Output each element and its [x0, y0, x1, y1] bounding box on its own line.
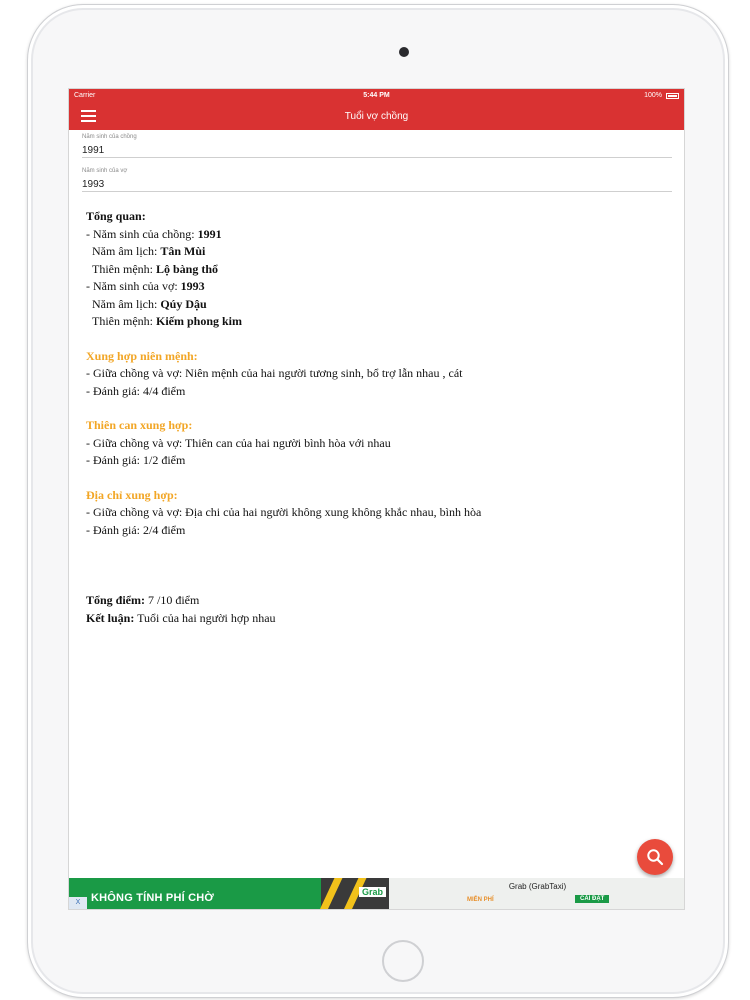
carrier-label: Carrier — [74, 92, 96, 99]
ad-creative[interactable] — [69, 878, 389, 910]
row-label: Năm âm lịch: — [92, 296, 161, 311]
row-value: 1991 — [197, 226, 222, 241]
row-label: - Năm sinh của vợ: — [86, 279, 181, 293]
ad-headline: KHÔNG TÍNH PHÍ CHỜ — [91, 892, 214, 904]
wife-destiny-row — [86, 313, 676, 331]
section-heading: Địa chỉ xung hợp: — [86, 487, 178, 502]
conclusion-value: Tuổi của hai người hợp nhau — [134, 610, 276, 625]
row-value: Kiếm phong kim — [155, 314, 242, 328]
section-detail: - Giữa chồng và vợ: Địa chi của hai người không xung không khắc nhau, bình hòa — [86, 505, 482, 519]
status-bar — [69, 89, 684, 103]
section-score: - Đánh giá: 4/4 điểm — [86, 383, 186, 398]
app-screen — [68, 88, 685, 910]
total-score-row — [86, 592, 676, 610]
grab-logo: Grab — [359, 887, 386, 897]
husband-lunar-row — [86, 243, 676, 261]
husband-year-label: Năm sinh của chồng — [82, 134, 137, 140]
total-score-value: 7 /10 điểm — [145, 593, 200, 607]
row-label: Thiên mệnh: — [92, 261, 156, 276]
row-value: Lộ bàng thổ — [155, 261, 219, 276]
husband-year-input[interactable] — [82, 145, 672, 156]
row-value: Tân Mùi — [160, 244, 206, 258]
search-button[interactable] — [637, 839, 673, 875]
result-panel — [86, 208, 676, 627]
page-title: Tuổi vợ chồng — [344, 111, 409, 122]
ad-app-title: Grab (GrabTaxi) — [508, 882, 567, 891]
wife-year-field — [82, 168, 672, 192]
wife-year-label: Năm sinh của vợ — [82, 168, 128, 174]
section-heading: Xung hợp niên mệnh: — [86, 348, 198, 363]
row-value: Qúy Dậu — [160, 296, 207, 311]
row-value: 1993 — [180, 279, 205, 293]
section-score: - Đánh giá: 2/4 điểm — [86, 522, 186, 537]
total-score-label: Tổng điểm: — [86, 593, 146, 607]
camera-icon — [399, 47, 409, 57]
battery-percent: 100% — [644, 92, 662, 99]
ad-price: MIỄN PHÍ — [467, 897, 494, 903]
install-button[interactable]: CÀI ĐẶT — [575, 895, 609, 903]
section-detail: - Giữa chồng và vợ: Niên mệnh của hai người tương sinh, bổ trợ lẫn nhau , cát — [86, 366, 463, 380]
wife-year-input[interactable] — [82, 179, 672, 190]
husband-destiny-row — [86, 261, 676, 279]
home-button[interactable] — [382, 940, 424, 982]
husband-year-row — [86, 226, 676, 244]
section-heading: Thiên can xung hợp: — [86, 418, 193, 432]
wife-lunar-row — [86, 296, 676, 314]
ad-app-info — [389, 878, 685, 910]
row-label: - Năm sinh của chồng: — [86, 226, 198, 241]
ad-choices-icon[interactable]: X — [69, 897, 87, 909]
conclusion-label: Kết luận: — [86, 610, 135, 625]
section-score: - Đánh giá: 1/2 điểm — [86, 453, 186, 467]
ad-banner[interactable] — [69, 878, 684, 910]
conclusion-row — [86, 610, 676, 628]
husband-year-field — [82, 134, 672, 158]
row-label: Thiên mệnh: — [92, 314, 156, 328]
overview-heading: Tổng quan: — [86, 209, 146, 223]
wife-year-row — [86, 278, 676, 296]
section-detail: - Giữa chồng và vợ: Thiên can của hai người bình hòa với nhau — [86, 435, 391, 450]
status-time: 5:44 PM — [363, 92, 390, 99]
nav-bar — [69, 103, 684, 130]
row-label: Năm âm lịch: — [92, 244, 161, 258]
battery-icon — [666, 93, 679, 99]
search-icon — [646, 848, 664, 866]
